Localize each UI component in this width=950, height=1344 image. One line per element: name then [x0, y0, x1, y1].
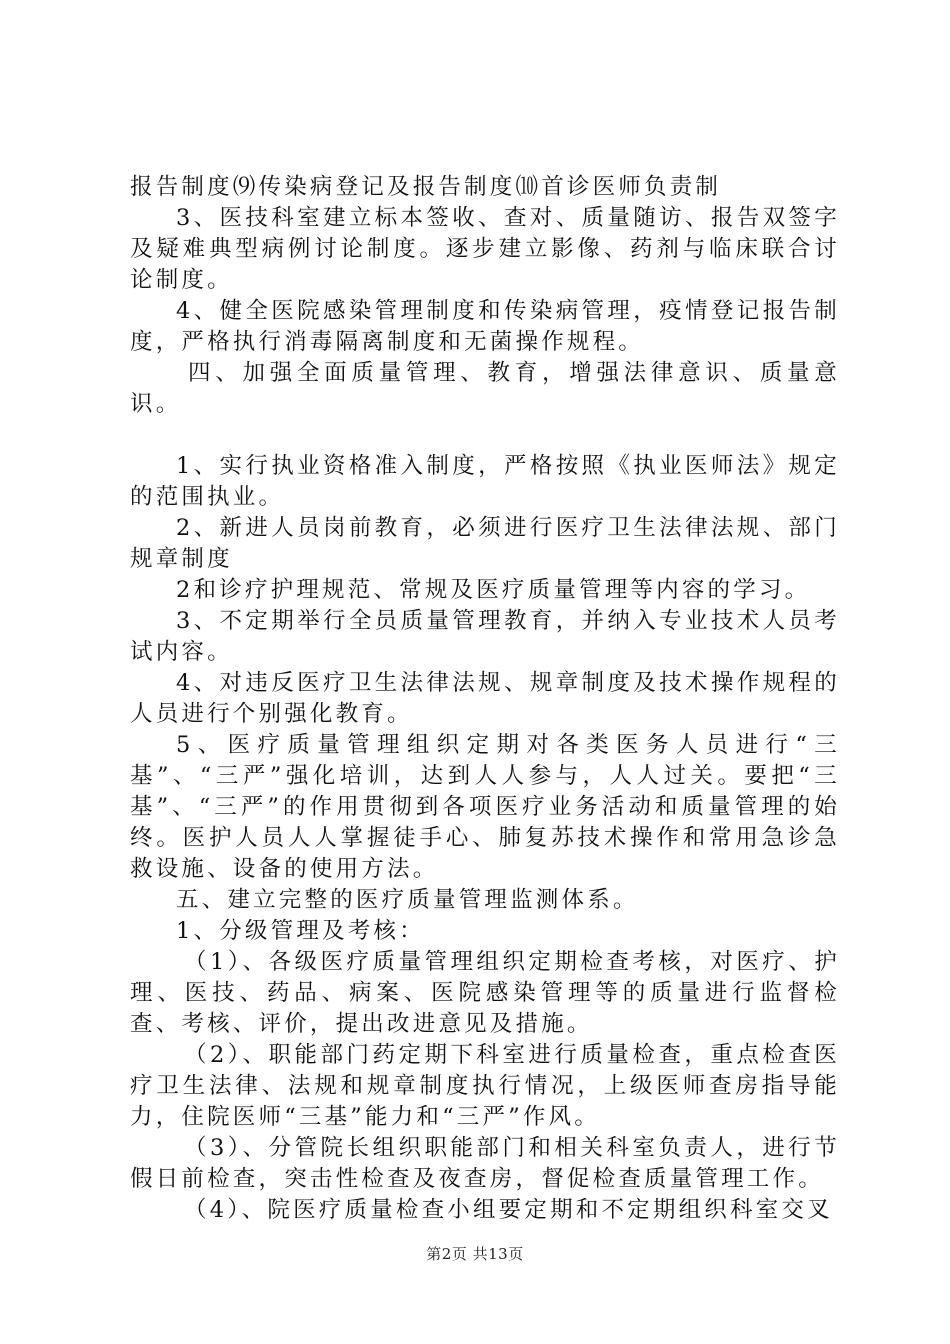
- paragraph-item-1: （1）、各级医疗质量管理组织定期检查考核，对医疗、护理、医技、药品、病案、医院感染管理等的质量进行监督检查、考核、评价，提出改进意见及措施。: [130, 949, 840, 1037]
- paragraph-three-basics: 5、医疗质量管理组织定期对各类医务人员进行“三基”、“三严”强化培训，达到人人参与，人人过关。要把“三基”、“三严”的作用贯彻到各项医疗业务活动和质量管理的始终。医护人员人人掌握徒手心、肺复苏技术操作和常用急诊急救设施、设备的使用方法。: [130, 732, 840, 882]
- paragraph-medtech-system: 3、医技科室建立标本签收、查对、质量随访、报告双签字及疑难典型病例讨论制度。逐步建立影像、药剂与临床联合讨论制度。: [130, 205, 840, 293]
- document-body: [130, 172, 840, 1226]
- paragraph-quality-education: 3、不定期举行全员质量管理教育，并纳入专业技术人员考试内容。: [130, 608, 840, 665]
- paragraph-qualification: 1、实行执业资格准入制度，严格按照《执业医师法》规定的范围执业。: [130, 453, 840, 510]
- page-number-footer: 第2页 共13页: [426, 1245, 524, 1263]
- paragraph-new-staff-cont: 2和诊疗护理规范、常规及医疗质量管理等内容的学习。: [176, 577, 811, 603]
- paragraph-violation-education: 4、对违反医疗卫生法律法规、规章制度及技术操作规程的人员进行个别强化教育。: [130, 670, 840, 727]
- paragraph-item-2: （2）、职能部门药定期下科室进行质量检查，重点检查医疗卫生法律、法规和规章制度执行情况，上级医师查房指导能力，住院医师“三基”能力和“三严”作风。: [130, 1042, 840, 1130]
- paragraph-item-4: （4）、院医疗质量检查小组要定期和不定期组织科室交叉: [184, 1197, 833, 1223]
- paragraph-system-list-tail: 报告制度⑼传染病登记及报告制度⑽首诊医师负责制: [130, 174, 722, 200]
- paragraph-new-staff: 2、新进人员岗前教育，必须进行医疗卫生法律法规、部门规章制度: [130, 515, 840, 572]
- section-heading-4: 四、加强全面质量管理、教育，增强法律意识、质量意识。: [130, 360, 840, 417]
- paragraph-item-3: （3）、分管院长组织职能部门和相关科室负责人，进行节假日前检查，突击性检查及夜查房，督促检查质量管理工作。: [130, 1135, 840, 1192]
- paragraph-graded-management: 1、分级管理及考核：: [176, 918, 425, 944]
- section-heading-5: 五、建立完整的医疗质量管理监测体系。: [176, 887, 639, 913]
- paragraph-infection-management: 4、健全医院感染管理制度和传染病管理，疫情登记报告制度，严格执行消毒隔离制度和无菌操作规程。: [130, 298, 840, 355]
